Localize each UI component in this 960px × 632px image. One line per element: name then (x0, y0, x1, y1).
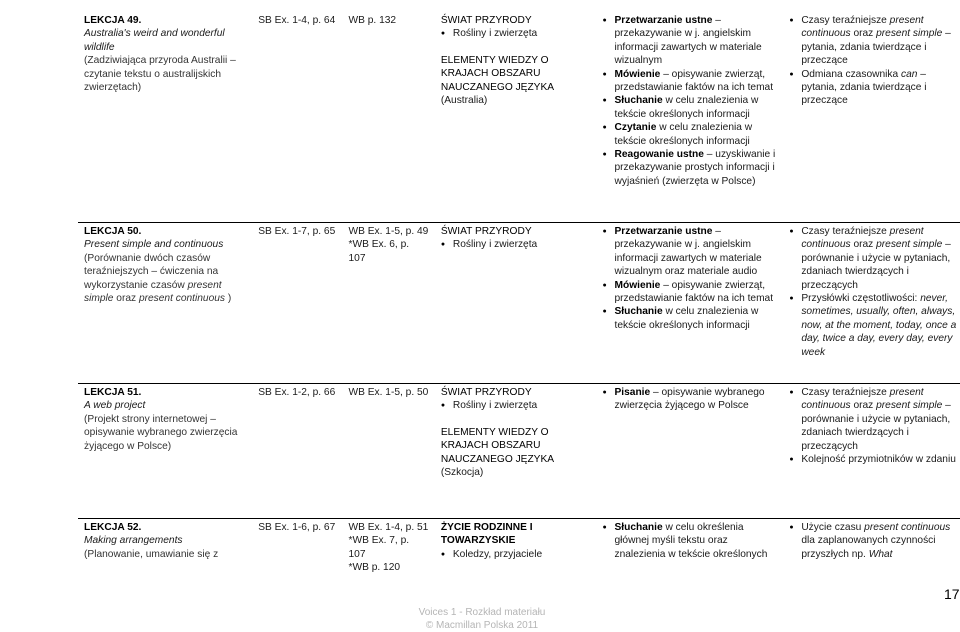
wb-cell (343, 223, 435, 384)
grammar-item: ● Przysłówki częstotliwości: never, sometimes, usually, often, always, now, at the moment, today, once a day, twice a day, every day, every week (789, 292, 960, 359)
page-footer (382, 606, 582, 632)
lesson-number: LEKCJA 49. (84, 15, 142, 26)
topic-heading: ŚWIAT PRZYRODY (440, 226, 532, 237)
skill-item: ● Pisanie – opisywanie wybranego zwierzęcia żyjącego w Polsce (603, 386, 778, 413)
topic-heading: ŚWIAT PRZYRODY (440, 387, 532, 398)
lesson-title-cell (78, 384, 252, 519)
skills-cell (597, 12, 784, 223)
lesson-title-cell (78, 519, 252, 600)
lesson-row-49 (78, 12, 960, 223)
skills-cell (597, 384, 784, 519)
grammar-cell (783, 384, 960, 519)
wb-cell (343, 384, 435, 519)
footer-copyright: © Macmillan Polska 2011 (425, 620, 539, 631)
sb-ref: SB Ex. 1-6, p. 67 (258, 522, 336, 533)
page-number: 17 (944, 586, 960, 602)
wb-cell (343, 519, 435, 600)
sb-ref: SB Ex. 1-7, p. 65 (258, 226, 336, 237)
wb-cell (343, 12, 435, 223)
footer-title: Voices 1 - Rozkład materiału (418, 607, 546, 618)
grammar-item: ● Czasy teraźniejsze present continuous oraz present simple – pytania, zdania twierdzące i przeczące (789, 14, 960, 68)
topic-cell (435, 384, 597, 519)
lesson-subtitle: Making arrangements (84, 535, 183, 547)
lesson-description: (Porównanie dwóch czasów teraźniejszych – ćwiczenia na wykorzystanie czasów present simple oraz present continuous ) (84, 252, 232, 305)
lesson-row-52 (78, 519, 960, 600)
wb-ref: WB Ex. 1-5, p. 49 (348, 226, 429, 237)
topic-heading: ŻYCIE RODZINNE I TOWARZYSKIE (440, 522, 533, 547)
sb-ref: SB Ex. 1-2, p. 66 (258, 387, 336, 398)
lesson-title-cell (78, 223, 252, 384)
grammar-item: ● Odmiana czasownika can – pytania, zdania twierdzące i przeczące (789, 68, 960, 108)
grammar-cell (783, 12, 960, 223)
culture-heading: ELEMENTY WIEDZY O KRAJACH OBSZARU NAUCZANEGO JĘZYKA (440, 426, 555, 465)
wb-ref: WB Ex. 1-5, p. 50 (348, 387, 429, 398)
topic-cell (435, 223, 597, 384)
grammar-item: ● Czasy teraźniejsze present continuous oraz present simple – porównanie i użycie w pytaniach, zdaniach twierdzących i przeczących (789, 386, 960, 453)
topic-item: ● Rośliny i zwierzęta (441, 399, 591, 412)
sb-cell (252, 384, 342, 519)
lesson-row-50 (78, 223, 960, 384)
sb-cell (252, 12, 342, 223)
lesson-plan-table (78, 12, 960, 602)
grammar-item: ● Kolejność przymiotników w zdaniu (789, 453, 960, 466)
grammar-cell (783, 519, 960, 600)
lesson-title-cell (78, 12, 252, 223)
lesson-number: LEKCJA 50. (84, 226, 142, 237)
lesson-description: (Planowanie, umawianie się z (84, 548, 219, 560)
topic-cell (435, 519, 597, 600)
skill-item: ● Słuchanie w celu znalezienia w tekście określonych informacji (603, 94, 778, 121)
skill-item: ● Przetwarzanie ustne – przekazywanie w j. angielskim informacji zawartych w materiale wizualnym oraz materiale audio (603, 225, 778, 279)
lesson-description: (Zadziwiająca przyroda Australii – czytanie tekstu o australijskich zwierzętach) (84, 55, 236, 94)
lesson-subtitle: Present simple and continuous (84, 239, 224, 251)
skills-cell (597, 223, 784, 384)
lesson-subtitle: Australia's weird and wonderful wildlife (84, 28, 225, 53)
skills-cell (597, 519, 784, 600)
sb-cell (252, 519, 342, 600)
wb-ref: WB Ex. 1-4, p. 51 (348, 522, 429, 533)
wb-ref-extra: *WB Ex. 6, p. 107 (348, 239, 410, 264)
lesson-number: LEKCJA 51. (84, 387, 142, 398)
skill-item: ● Słuchanie w celu znalezienia w tekście określonych informacji (603, 305, 778, 332)
grammar-item: ● Użycie czasu present continuous dla zaplanowanych czynności przyszłych np. What (789, 521, 960, 561)
culture-country: (Szkocja) (440, 467, 484, 479)
topic-heading: ŚWIAT PRZYRODY (440, 15, 532, 26)
skill-item: ● Przetwarzanie ustne – przekazywanie w j. angielskim informacji zawartych w materiale wizualnym (603, 14, 778, 68)
wb-ref-extra: *WB Ex. 7, p. 107 (348, 535, 410, 560)
topic-item: ● Rośliny i zwierzęta (441, 238, 591, 251)
skill-item: ● Mówienie – opisywanie zwierząt, przedstawianie faktów na ich temat (603, 279, 778, 306)
culture-heading: ELEMENTY WIEDZY O KRAJACH OBSZARU NAUCZANEGO JĘZYKA (440, 54, 555, 93)
lesson-description: (Projekt strony internetowej – opisywanie wybranego zwierzęcia żyjącego w Polsce) (84, 413, 238, 452)
grammar-item: ● Czasy teraźniejsze present continuous oraz present simple – porównanie i użycie w pytaniach, zdaniach twierdzących i przeczących (789, 225, 960, 292)
wb-ref: WB p. 132 (348, 15, 397, 26)
lesson-subtitle: A web project (84, 400, 146, 412)
skill-item: ● Mówienie – opisywanie zwierząt, przedstawianie faktów na ich temat (603, 68, 778, 95)
lesson-row-51 (78, 384, 960, 519)
skill-item: ● Czytanie w celu znalezienia w tekście określonych informacji (603, 121, 778, 148)
sb-ref: SB Ex. 1-4, p. 64 (258, 15, 336, 26)
skill-item: ● Słuchanie w celu określenia głównej myśli tekstu oraz znalezienia w tekście określonych (603, 521, 778, 561)
topic-item: ● Rośliny i zwierzęta (441, 27, 591, 40)
topic-cell (435, 12, 597, 223)
lesson-number: LEKCJA 52. (84, 522, 142, 533)
topic-item: ● Koledzy, przyjaciele (441, 548, 591, 561)
wb-ref-extra: *WB p. 120 (348, 562, 401, 574)
skill-item: ● Reagowanie ustne – uzyskiwanie i przekazywanie prostych informacji i wyjaśnień (zwierzęta w Polsce) (603, 148, 778, 188)
grammar-cell (783, 223, 960, 384)
culture-country: (Australia) (440, 95, 488, 107)
sb-cell (252, 223, 342, 384)
